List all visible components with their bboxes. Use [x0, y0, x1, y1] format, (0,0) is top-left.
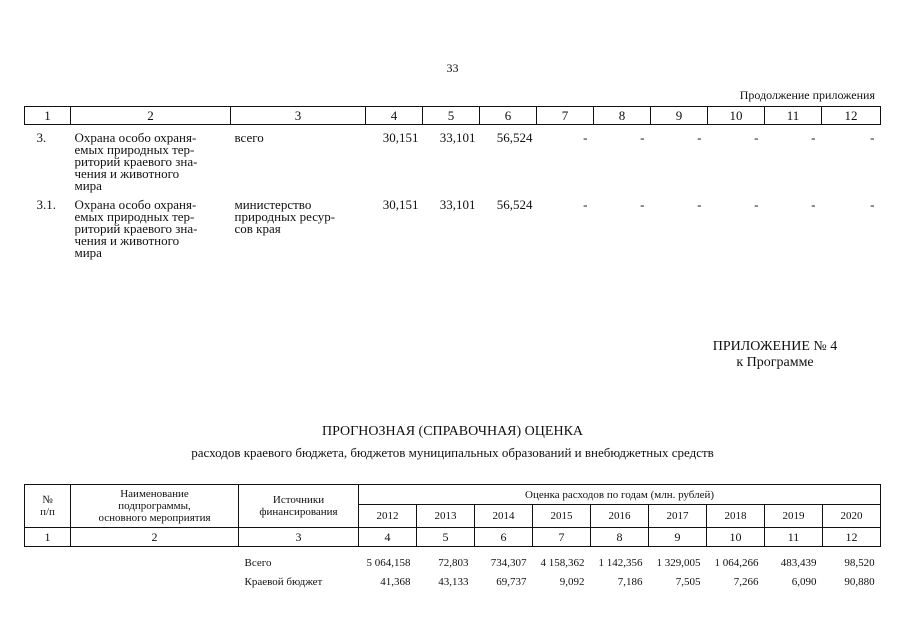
row-name-line: Охрана особо охраня- [74, 130, 197, 145]
data-cell-empty [25, 572, 71, 591]
continuation-table [24, 106, 881, 259]
row-source-line: сов края [234, 221, 281, 236]
row-value: - [754, 197, 759, 212]
table2-colnum-row [25, 528, 881, 547]
row-value: 56,524 [496, 130, 533, 145]
colnum-cell: 6 [475, 528, 533, 547]
data-value: 98,520 [844, 556, 875, 569]
row-value: - [640, 197, 645, 212]
data-value: 41,368 [380, 575, 411, 588]
colnum-cell: 7 [533, 528, 591, 547]
data-cell-empty [71, 572, 239, 591]
data-value: 5 064,158 [366, 556, 411, 569]
page-number: 33 [446, 61, 459, 75]
data-value: 90,880 [844, 575, 875, 588]
row-value: 33,101 [439, 197, 476, 212]
header-name [71, 485, 239, 528]
year-cell: 2020 [823, 505, 881, 528]
document-subtitle: расходов краевого бюджета, бюджетов муниципальных образований и внебюджетных средств [191, 445, 714, 460]
row-name [71, 125, 231, 193]
data-value: 7,266 [733, 575, 759, 588]
header-no-line: п/п [40, 506, 55, 518]
table2-row-regional [25, 572, 881, 591]
colnum-cell: 1 [25, 528, 71, 547]
data-value: 6,090 [791, 575, 817, 588]
data-value: 7,186 [617, 575, 643, 588]
header-no [25, 485, 71, 528]
row-value: 33,101 [439, 130, 476, 145]
table1-header-cell: 3 [231, 107, 366, 125]
table1-header-cell: 10 [708, 107, 765, 125]
year-cell: 2012 [359, 505, 417, 528]
row-source [231, 192, 366, 259]
header-name-line: основного мероприятия [98, 512, 211, 524]
data-value: 7,505 [675, 575, 701, 588]
row-source-line: министерство [234, 197, 312, 212]
table1-header-row [25, 107, 881, 125]
table1-header-cell: 1 [25, 107, 71, 125]
colnum-cell: 3 [239, 528, 359, 547]
row-value: - [754, 130, 759, 145]
data-source: Всего [244, 556, 272, 569]
row-name-line: емых природных тер- [74, 142, 195, 157]
appendix-line1: ПРИЛОЖЕНИЕ № 4 [712, 339, 838, 354]
year-cell: 2015 [533, 505, 591, 528]
appendix-line2: к Программе [736, 355, 814, 370]
colnum-cell: 10 [707, 528, 765, 547]
row-name [71, 192, 231, 259]
table1-header-cell: 5 [423, 107, 480, 125]
row-number: 3. [36, 130, 47, 145]
table2-row-total [25, 553, 881, 572]
header-source-line: Источники [272, 494, 325, 506]
row-name-line: чения и животного [74, 166, 180, 181]
header-group-estimate: Оценка расходов по годам (млн. рублей) [359, 485, 881, 505]
table1-header-cell: 9 [651, 107, 708, 125]
header-name-line: Наименование [120, 488, 189, 500]
row-value: - [870, 130, 875, 145]
data-value: 1 064,266 [714, 556, 759, 569]
row-name-line: Охрана особо охраня- [74, 197, 197, 212]
table1-header-cell: 7 [537, 107, 594, 125]
row-value: - [640, 130, 645, 145]
table2-header-row [25, 485, 881, 505]
row-value: 30,151 [382, 197, 419, 212]
year-cell: 2018 [707, 505, 765, 528]
year-cell: 2014 [475, 505, 533, 528]
colnum-cell: 12 [823, 528, 881, 547]
data-value: 9,092 [559, 575, 585, 588]
row-value: 56,524 [496, 197, 533, 212]
row-value: - [697, 130, 702, 145]
row-name-line: мира [74, 245, 102, 260]
row-source-line: всего [234, 130, 264, 145]
data-cell-empty [71, 553, 239, 572]
table1-header-cell: 12 [822, 107, 881, 125]
row-value: 30,151 [382, 130, 419, 145]
data-value: 1 329,005 [656, 556, 701, 569]
year-cell: 2016 [591, 505, 649, 528]
colnum-cell: 11 [765, 528, 823, 547]
table1-header-cell: 4 [366, 107, 423, 125]
colnum-cell: 2 [71, 528, 239, 547]
document-title: ПРОГНОЗНАЯ (СПРАВОЧНАЯ) ОЦЕНКА [321, 424, 584, 439]
header-source [239, 485, 359, 528]
table1-header-cell: 2 [71, 107, 231, 125]
year-cell: 2017 [649, 505, 707, 528]
colnum-cell: 5 [417, 528, 475, 547]
row-value: - [870, 197, 875, 212]
estimate-table [24, 484, 881, 591]
header-name-line: подпрограммы, [118, 500, 191, 512]
row-name-line: емых природных тер- [74, 209, 195, 224]
data-value: 69,737 [496, 575, 527, 588]
data-cell-empty [25, 553, 71, 572]
colnum-cell: 4 [359, 528, 417, 547]
continuation-label: Продолжение приложения [739, 88, 875, 102]
appendix-heading [650, 339, 900, 371]
row-source [231, 125, 366, 193]
colnum-cell: 8 [591, 528, 649, 547]
header-source-line: финансирования [259, 506, 338, 518]
row-value: - [811, 197, 816, 212]
row-value: - [697, 197, 702, 212]
table1-row-3 [25, 125, 881, 193]
data-value: 1 142,356 [598, 556, 643, 569]
row-value: - [583, 197, 588, 212]
table1-header-cell: 6 [480, 107, 537, 125]
table1-header-cell: 11 [765, 107, 822, 125]
data-value: 43,133 [438, 575, 469, 588]
row-name-line: мира [74, 178, 102, 193]
data-value: 483,439 [780, 556, 817, 569]
colnum-cell: 9 [649, 528, 707, 547]
data-source: Краевой бюджет [244, 575, 323, 588]
data-value: 72,803 [438, 556, 469, 569]
data-value: 4 158,362 [540, 556, 585, 569]
year-cell: 2019 [765, 505, 823, 528]
row-name-line: риторий краевого зна- [74, 221, 198, 236]
row-value: - [811, 130, 816, 145]
row-value: - [583, 130, 588, 145]
row-number: 3.1. [36, 197, 56, 212]
table1-header-cell: 8 [594, 107, 651, 125]
year-cell: 2013 [417, 505, 475, 528]
table1-row-3-1 [25, 192, 881, 259]
header-no-line: № [42, 494, 53, 506]
data-value: 734,307 [490, 556, 527, 569]
row-name-line: риторий краевого зна- [74, 154, 198, 169]
row-name-line: чения и животного [74, 233, 180, 248]
row-source-line: природных ресур- [234, 209, 336, 224]
